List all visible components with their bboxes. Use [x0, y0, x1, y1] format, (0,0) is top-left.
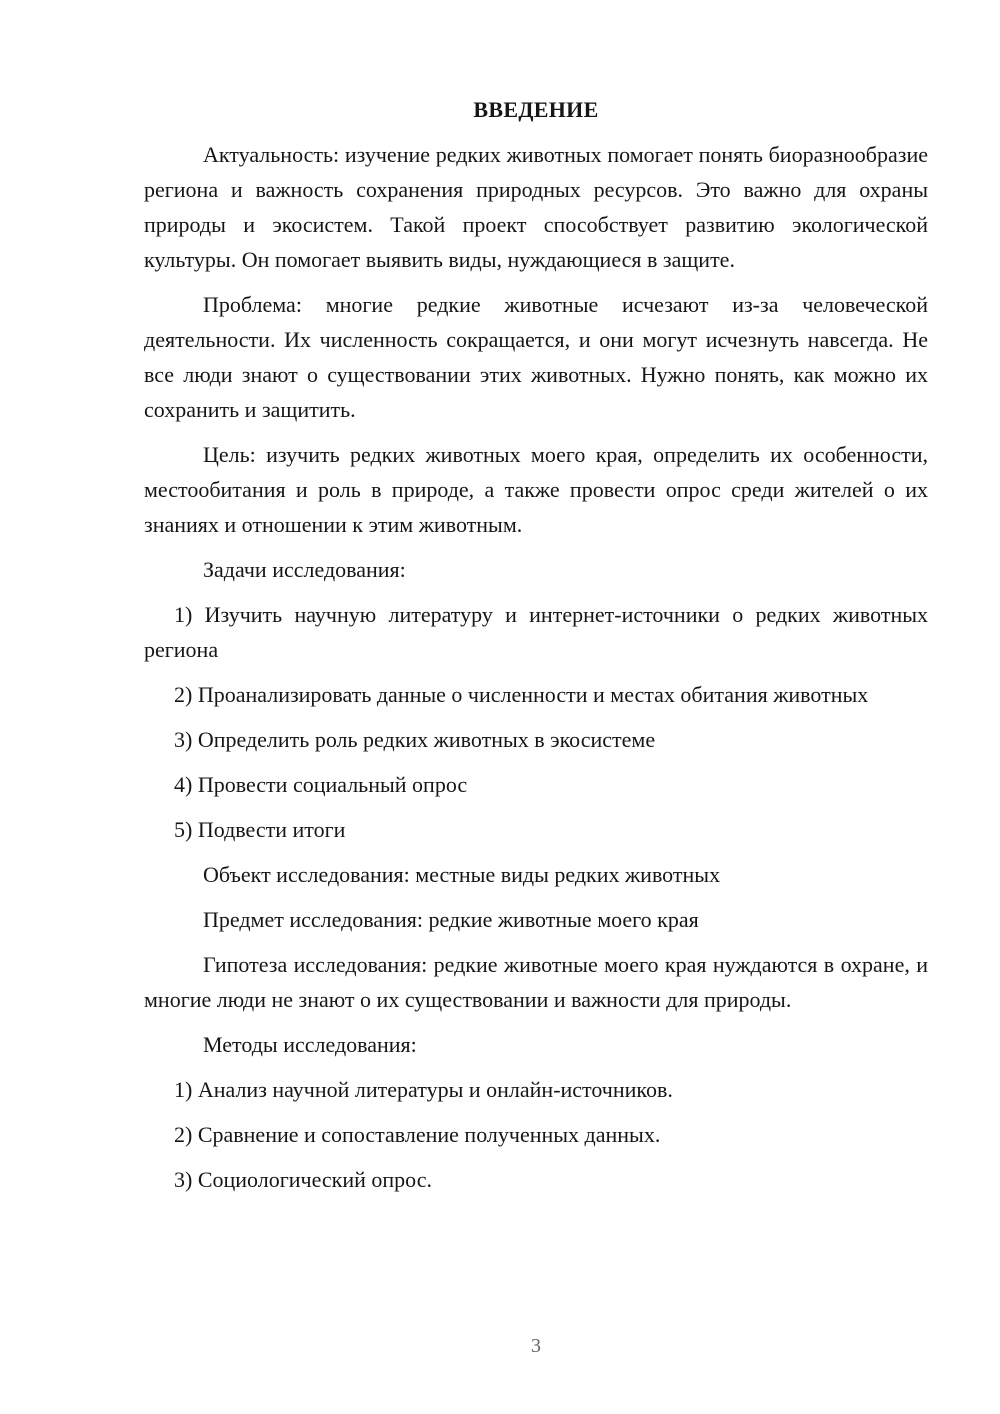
section-heading: ВВЕДЕНИЕ: [473, 97, 599, 122]
task-item-3: 3) Определить роль редких животных в экосистеме: [174, 727, 656, 752]
task-item-5: 5) Подвести итоги: [174, 817, 346, 842]
task-item-2: 2) Проанализировать данные о численности и местах обитания животных: [174, 682, 869, 707]
paragraph-hypothesis: Гипотеза исследования: редкие животные моего края нуждаются в охране, и многие люди не знают о их существовании и важности для природы.: [144, 952, 928, 1012]
page-number: 3: [531, 1335, 541, 1357]
methods-title: Методы исследования:: [203, 1032, 417, 1057]
paragraph-goal: Цель: изучить редких животных моего края, определить их особенности, местообитания и роль в природе, а также провести опрос среди жителей о их знаниях и отношении к этим животным.: [144, 442, 928, 537]
page-content: [144, 95, 928, 1207]
method-item-3: 3) Социологический опрос.: [174, 1167, 432, 1192]
paragraph-actuality: Актуальность: изучение редких животных помогает понять биоразнообразие региона и важность сохранения природных ресурсов. Это важно для охраны природы и экосистем. Такой проект способствует развитию экологической культуры. Он помогает выявить виды, нуждающиеся в защите.: [144, 142, 928, 272]
tasks-title: Задачи исследования:: [203, 557, 406, 582]
task-item-1: 1) Изучить научную литературу и интернет-источники о редких животных региона: [144, 602, 928, 662]
paragraph-object: Объект исследования: местные виды редких животных: [203, 862, 721, 887]
method-item-1: 1) Анализ научной литературы и онлайн-источников.: [174, 1077, 673, 1102]
method-item-2: 2) Сравнение и сопоставление полученных данных.: [174, 1122, 661, 1147]
paragraph-subject: Предмет исследования: редкие животные моего края: [203, 907, 699, 932]
task-item-4: 4) Провести социальный опрос: [174, 772, 468, 797]
paragraph-problem: Проблема: многие редкие животные исчезают из-за человеческой деятельности. Их численность сокращается, и они могут исчезнуть навсегда. Не все люди знают о существовании этих животных. Нужно понять, как можно их сохранить и защитить.: [144, 292, 928, 422]
